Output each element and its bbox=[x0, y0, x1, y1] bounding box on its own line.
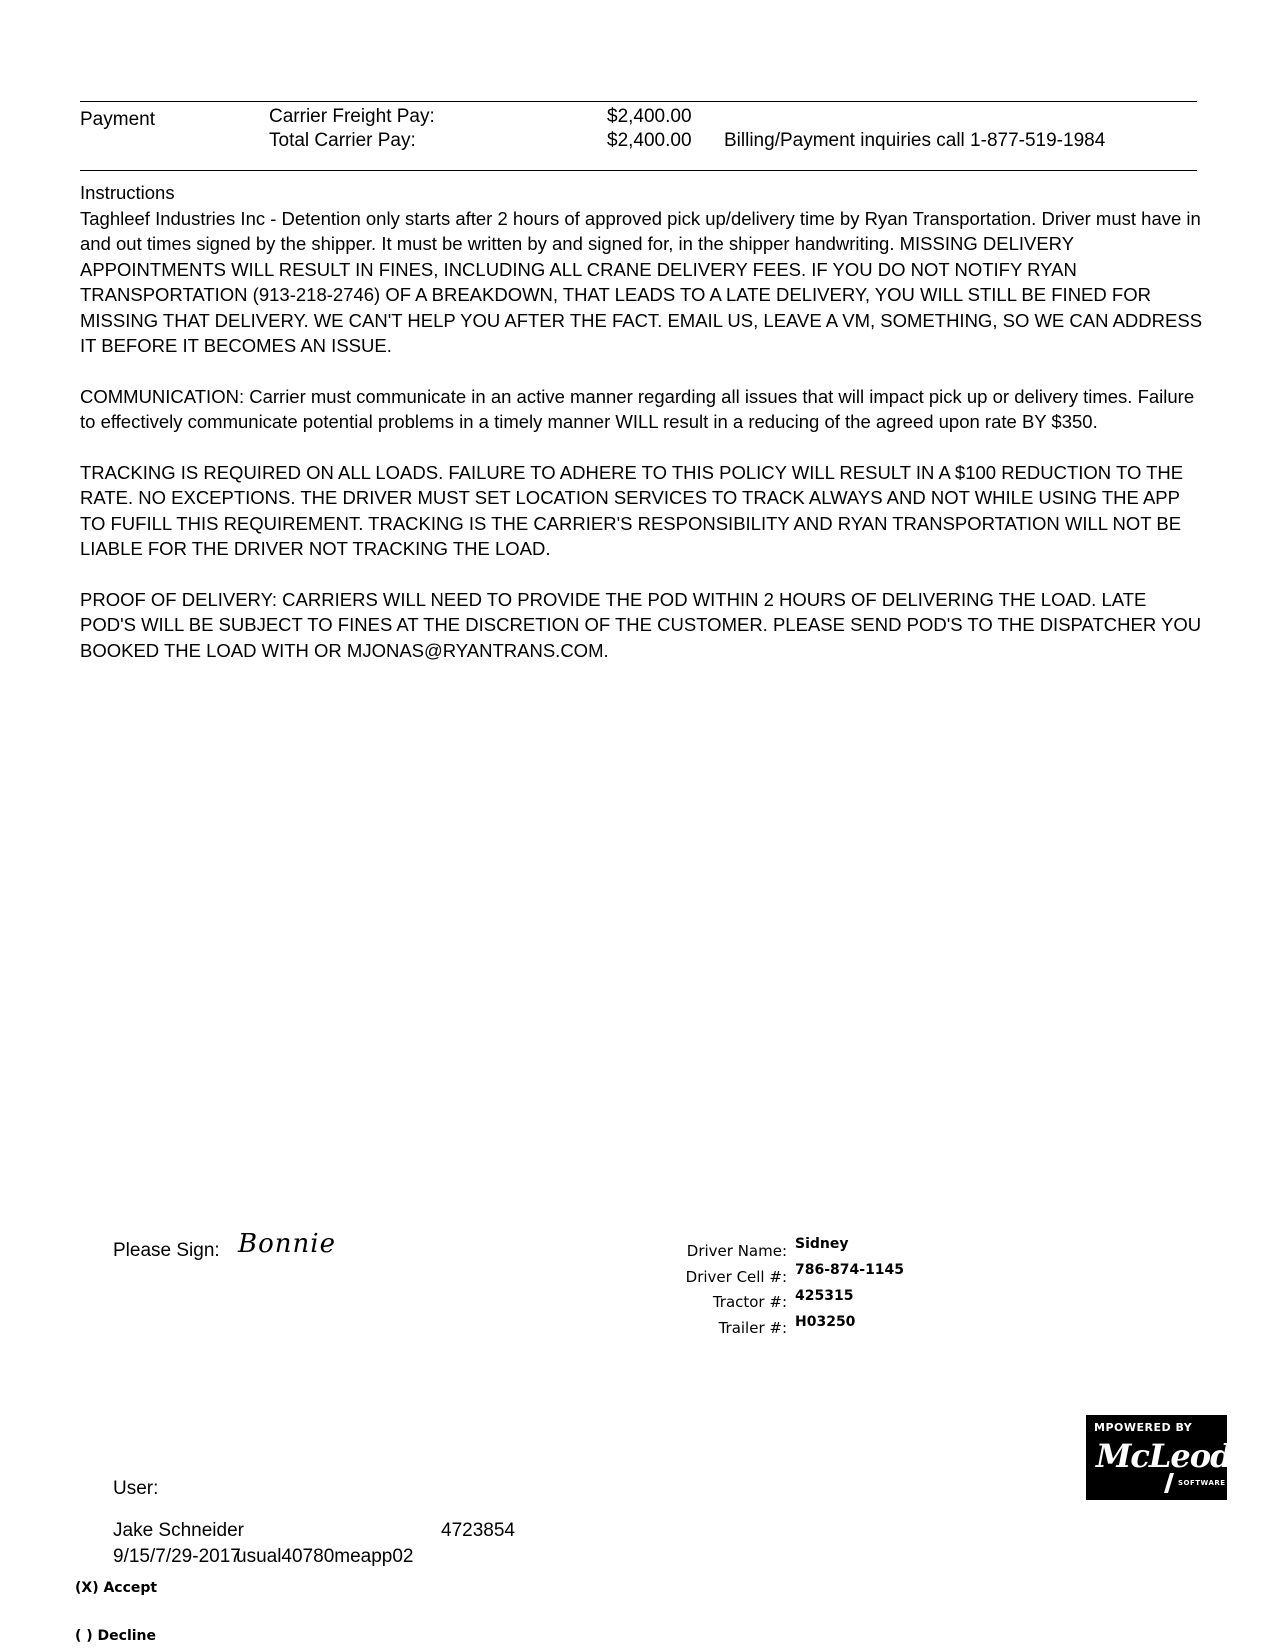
mcleod-logo bbox=[1086, 1415, 1232, 1500]
instructions-paragraph-tracking: TRACKING IS REQUIRED ON ALL LOADS. FAILURE TO ADHERE TO THIS POLICY WILL RESULT IN A $100 REDUCTION TO THE RATE. NO EXCEPTIONS. THE DRIVER MUST SET LOCATION SERVICES TO TRACK ALWAYS AND NOT WHILE USING THE APP TO FUFILL THIS REQUIREMENT. TRACKING IS THE CARRIER'S RESPONSIBILITY AND RYAN TRANSPORTATION WILL NOT BE LIABLE FOR THE DRIVER NOT TRACKING THE LOAD. bbox=[80, 461, 1184, 559]
instructions-block bbox=[80, 180, 1205, 688]
payment-bottom-rule bbox=[80, 170, 1197, 171]
logo-brand-text: McLeod bbox=[1096, 1437, 1232, 1475]
user-line2-overlap-a: 9/15/7/29-2017 bbox=[113, 1546, 241, 1567]
user-id: 4723854 bbox=[441, 1520, 515, 1541]
logo-software-text: SOFTWARE bbox=[1178, 1479, 1226, 1487]
carrier-freight-pay-value: $2,400.00 bbox=[607, 106, 692, 127]
trailer-value[interactable]: H03250 bbox=[795, 1314, 856, 1330]
please-sign-label: Please Sign: bbox=[113, 1240, 220, 1261]
logo-swoosh-icon bbox=[1086, 1415, 1227, 1500]
driver-info-values bbox=[795, 1236, 995, 1356]
billing-inquiries-text: Billing/Payment inquiries call 1-877-519-1984 bbox=[724, 130, 1106, 151]
total-carrier-pay-value: $2,400.00 bbox=[607, 130, 692, 151]
decline-option[interactable]: ( ) Decline bbox=[75, 1628, 157, 1644]
user-label: User: bbox=[113, 1478, 159, 1499]
instructions-paragraph-communication: COMMUNICATION: Carrier must communicate in an active manner regarding all issues that will impact pick up or delivery times. Failure to effectively communicate potential problems in a timely manner WILL result in a reducing of the agreed upon rate BY $350. bbox=[80, 385, 1195, 432]
signature-field[interactable]: Bonnie bbox=[238, 1229, 336, 1259]
carrier-freight-pay-label: Carrier Freight Pay: bbox=[269, 106, 435, 127]
accept-option[interactable]: (X) Accept bbox=[75, 1580, 158, 1596]
top-rule bbox=[80, 101, 1197, 102]
logo-powered-by-text: MPOWERED BY bbox=[1094, 1421, 1193, 1434]
user-name: Jake Schneider bbox=[113, 1520, 244, 1541]
payment-label: Payment bbox=[80, 109, 155, 130]
instructions-paragraph-detention: Taghleef Industries Inc - Detention only starts after 2 hours of approved pick up/delivery time by Ryan Transportation. Driver must have in and out times signed by the shipper. It must be written by and signed for, in the shipper handwriting. MISSING DELIVERY APPOINTMENTS WILL RESULT IN FINES, INCLUDING ALL CRANE DELIVERY FEES. IF YOU DO NOT NOTIFY RYAN TRANSPORTATION (913-218-2746) OF A BREAKDOWN, THAT LEADS TO A LATE DELIVERY, YOU WILL STILL BE FINED FOR MISSING THAT DELIVERY. WE CAN'T HELP YOU AFTER THE FACT. EMAIL US, LEAVE A VM, SOMETHING, SO WE CAN ADDRESS IT BEFORE IT BECOMES AN ISSUE. bbox=[80, 207, 1203, 356]
total-carrier-pay-label: Total Carrier Pay: bbox=[269, 130, 416, 151]
driver-name-value[interactable]: Sidney bbox=[795, 1236, 849, 1252]
instructions-paragraph-proof-of-delivery: PROOF OF DELIVERY: CARRIERS WILL NEED TO PROVIDE THE POD WITHIN 2 HOURS OF DELIVERING THE LOAD. LATE POD'S WILL BE SUBJECT TO FINES AT THE DISCRETION OF THE CUSTOMER. PLEASE SEND POD'S TO THE DISPATCHER YOU BOOKED THE LOAD WITH OR MJONAS@RYANTRANS.COM. bbox=[80, 588, 1202, 661]
trailer-label: Trailer #: bbox=[718, 1319, 787, 1337]
user-line2-overlap-b: usual40780meapp02 bbox=[236, 1546, 414, 1567]
instructions-heading: Instructions bbox=[80, 182, 175, 203]
tractor-value[interactable]: 425315 bbox=[795, 1288, 854, 1304]
driver-cell-label: Driver Cell #: bbox=[685, 1268, 787, 1286]
driver-cell-value[interactable]: 786-874-1145 bbox=[795, 1262, 905, 1278]
driver-info-labels bbox=[600, 1236, 787, 1356]
driver-name-label: Driver Name: bbox=[686, 1242, 787, 1260]
tractor-label: Tractor #: bbox=[712, 1293, 787, 1311]
